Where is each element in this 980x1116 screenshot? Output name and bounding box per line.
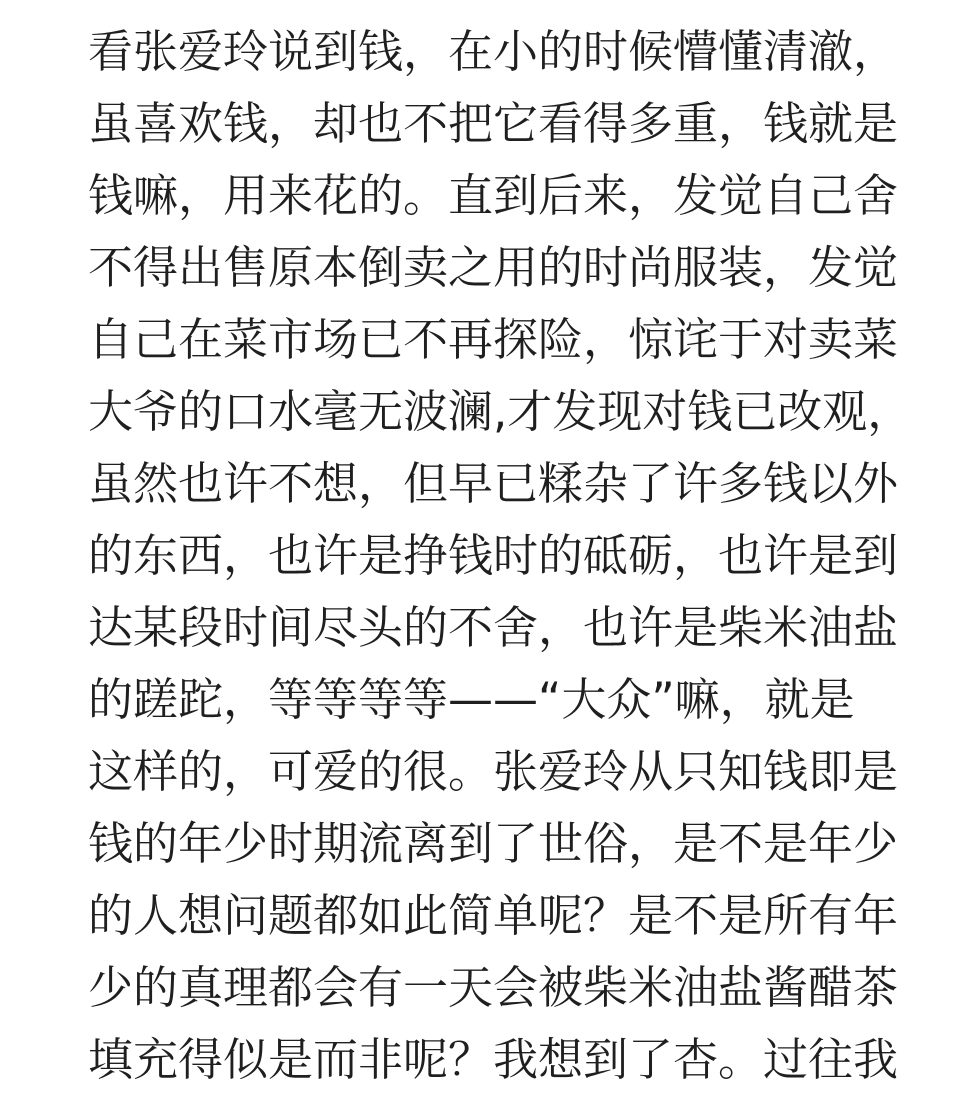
text-line-11: 这样的，可爱的很。张爱玲从只知钱即是	[88, 745, 899, 798]
text-line-15: 填充得似是而非呢？我想到了杏。过往我	[88, 1033, 899, 1086]
text-line-4: 不得出售原本倒卖之用的时尚服装，发觉	[88, 241, 899, 294]
text-line-5: 自己在菜市场已不再探险，惊诧于对卖菜	[88, 313, 899, 366]
text-line-13: 的人想问题都如此简单呢？是不是所有年	[88, 889, 899, 942]
text-line-8: 的东西，也许是挣钱时的砥砺，也许是到	[88, 529, 899, 582]
text-line-9: 达某段时间尽头的不舍，也许是柴米油盐	[88, 601, 899, 654]
text-line-2: 虽喜欢钱，却也不把它看得多重，钱就是	[88, 97, 899, 150]
text-line-14: 少的真理都会有一天会被柴米油盐酱醋茶	[88, 961, 899, 1014]
text-line-12: 钱的年少时期流离到了世俗，是不是年少	[88, 817, 899, 870]
text-line-1: 看张爱玲说到钱，在小的时候懵懂清澈，	[88, 25, 899, 78]
text-line-3: 钱嘛，用来花的。直到后来，发觉自己舍	[88, 169, 899, 222]
text-line-6: 大爷的口水毫无波澜,才发现对钱已改观，	[88, 385, 913, 438]
text-line-7: 虽然也许不想，但早已糅杂了许多钱以外	[88, 457, 899, 510]
text-line-10: 的蹉跎，等等等等——“大众”嘛，就是	[88, 673, 855, 726]
